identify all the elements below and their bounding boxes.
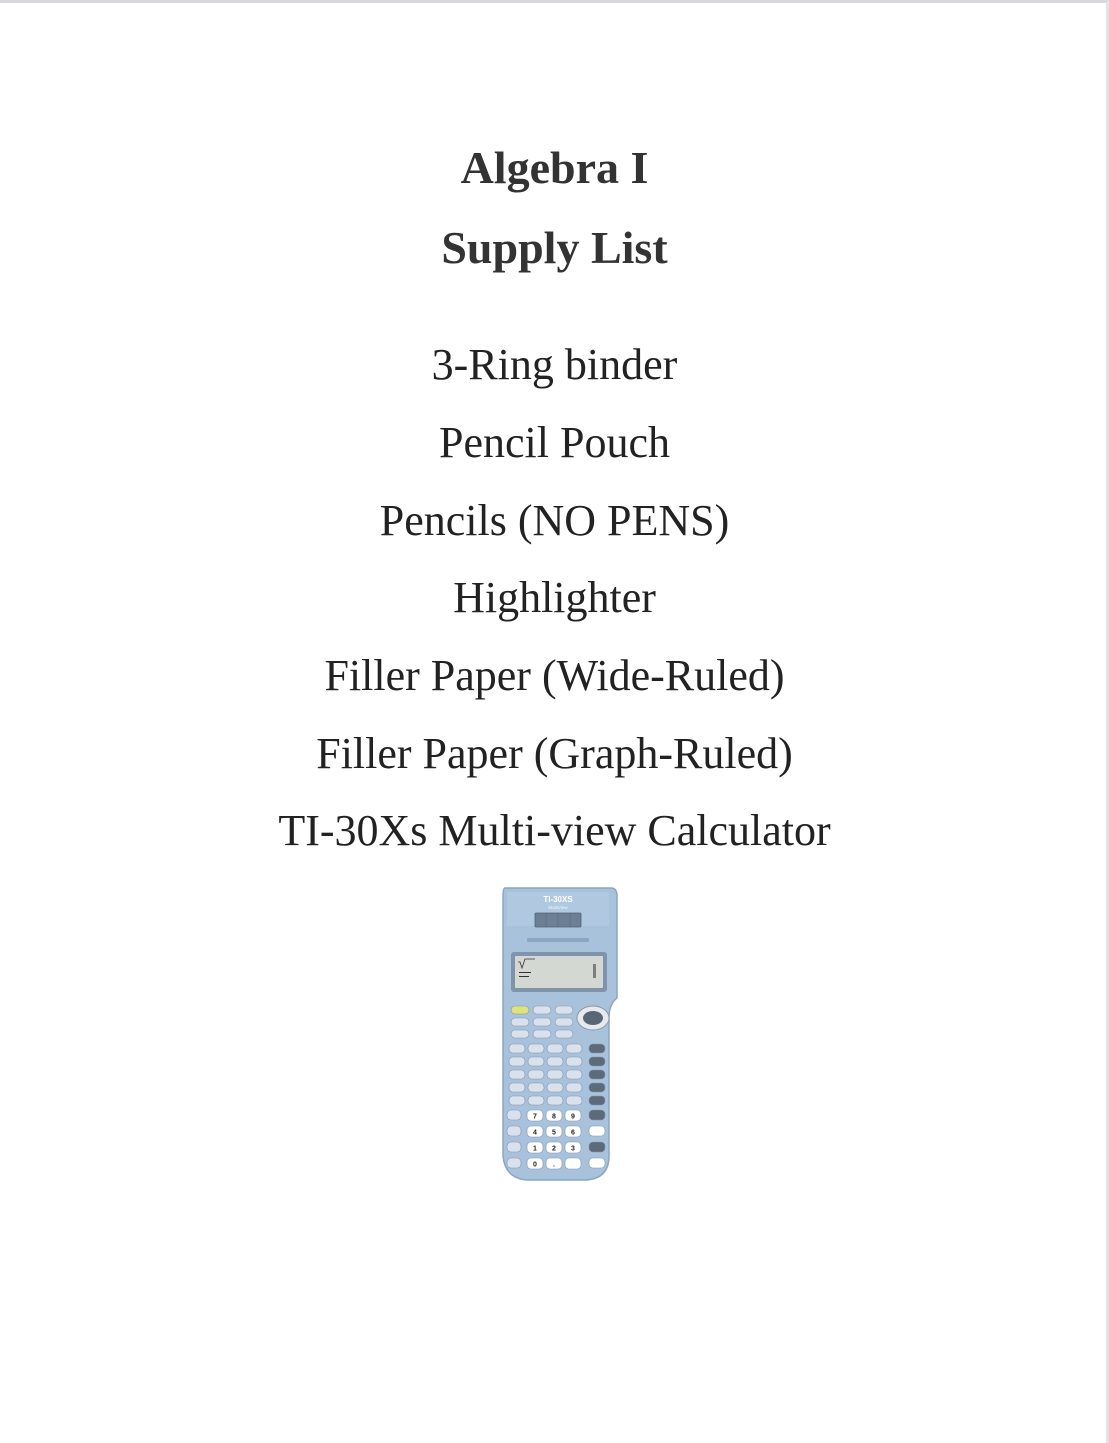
calculator-key <box>533 1006 551 1014</box>
calculator-key <box>566 1083 582 1092</box>
calculator-key <box>507 1158 521 1168</box>
calculator-image <box>497 886 619 1182</box>
calculator-key <box>589 1070 605 1079</box>
calculator-key <box>547 1057 563 1066</box>
calculator-key <box>509 1083 525 1092</box>
calculator-key <box>555 1030 573 1038</box>
calculator-key <box>589 1158 605 1168</box>
calculator-key-label: 5 <box>552 1129 556 1137</box>
calculator-key <box>589 1083 605 1092</box>
calculator-key <box>511 1018 529 1026</box>
page-subtitle: Supply List <box>441 222 668 273</box>
list-item-pencil-pouch: Pencil Pouch <box>439 418 670 467</box>
calculator-key <box>511 1006 529 1014</box>
calculator-key <box>547 1083 563 1092</box>
calculator-sub-label: MultiView <box>548 905 568 910</box>
list-item-binder: 3-Ring binder <box>431 340 678 389</box>
calculator-model-label: TI-30XS <box>543 895 573 904</box>
calculator-key <box>547 1096 563 1105</box>
calculator-key-label: 8 <box>552 1113 556 1121</box>
calculator-key <box>555 1018 573 1026</box>
calculator-key-label: 0 <box>533 1161 537 1169</box>
calculator-key <box>533 1030 551 1038</box>
calculator-key-label: 6 <box>571 1129 575 1137</box>
calculator-key <box>566 1057 582 1066</box>
calculator-key <box>533 1018 551 1026</box>
calculator-key <box>528 1070 544 1079</box>
calculator-key <box>566 1070 582 1079</box>
calculator-key <box>566 1096 582 1105</box>
calculator-key <box>509 1096 525 1105</box>
page-title: Algebra I <box>460 142 649 193</box>
calculator-key <box>589 1057 605 1066</box>
list-item-wide-ruled-paper: Filler Paper (Wide-Ruled) <box>324 651 785 700</box>
list-item-highlighter: Highlighter <box>453 573 656 622</box>
calculator-key <box>507 1110 521 1120</box>
calculator-key <box>509 1070 525 1079</box>
calculator-key <box>507 1142 521 1152</box>
list-item-graph-ruled-paper: Filler Paper (Graph-Ruled) <box>316 729 793 778</box>
list-item-pencils: Pencils (NO PENS) <box>379 496 730 545</box>
calculator-key <box>528 1044 544 1053</box>
calculator-key <box>528 1083 544 1092</box>
calculator-key-label: 7 <box>533 1113 537 1121</box>
calculator-key-label: 9 <box>571 1113 575 1121</box>
calculator-key <box>589 1044 605 1053</box>
calculator-key-label: 1 <box>533 1145 537 1153</box>
calculator-key <box>589 1142 605 1152</box>
calculator-key <box>565 1158 581 1169</box>
calculator-key-label: 4 <box>533 1129 537 1137</box>
calculator-key <box>566 1044 582 1053</box>
calculator-key <box>589 1110 605 1120</box>
calculator-key <box>555 1006 573 1014</box>
calculator-key <box>509 1044 525 1053</box>
calculator-key <box>528 1057 544 1066</box>
calculator-key <box>589 1096 605 1105</box>
calculator-key-label: 3 <box>571 1145 575 1153</box>
list-item-calculator: TI-30Xs Multi-view Calculator <box>278 806 831 855</box>
calculator-key <box>547 1044 563 1053</box>
calculator-key-label: . <box>553 1161 555 1169</box>
calculator-key <box>589 1126 605 1136</box>
calculator-key <box>547 1070 563 1079</box>
calculator-key <box>511 1030 529 1038</box>
calculator-key-label: 2 <box>552 1145 556 1153</box>
calculator-key <box>507 1126 521 1136</box>
calculator-key <box>509 1057 525 1066</box>
calculator-key <box>528 1096 544 1105</box>
